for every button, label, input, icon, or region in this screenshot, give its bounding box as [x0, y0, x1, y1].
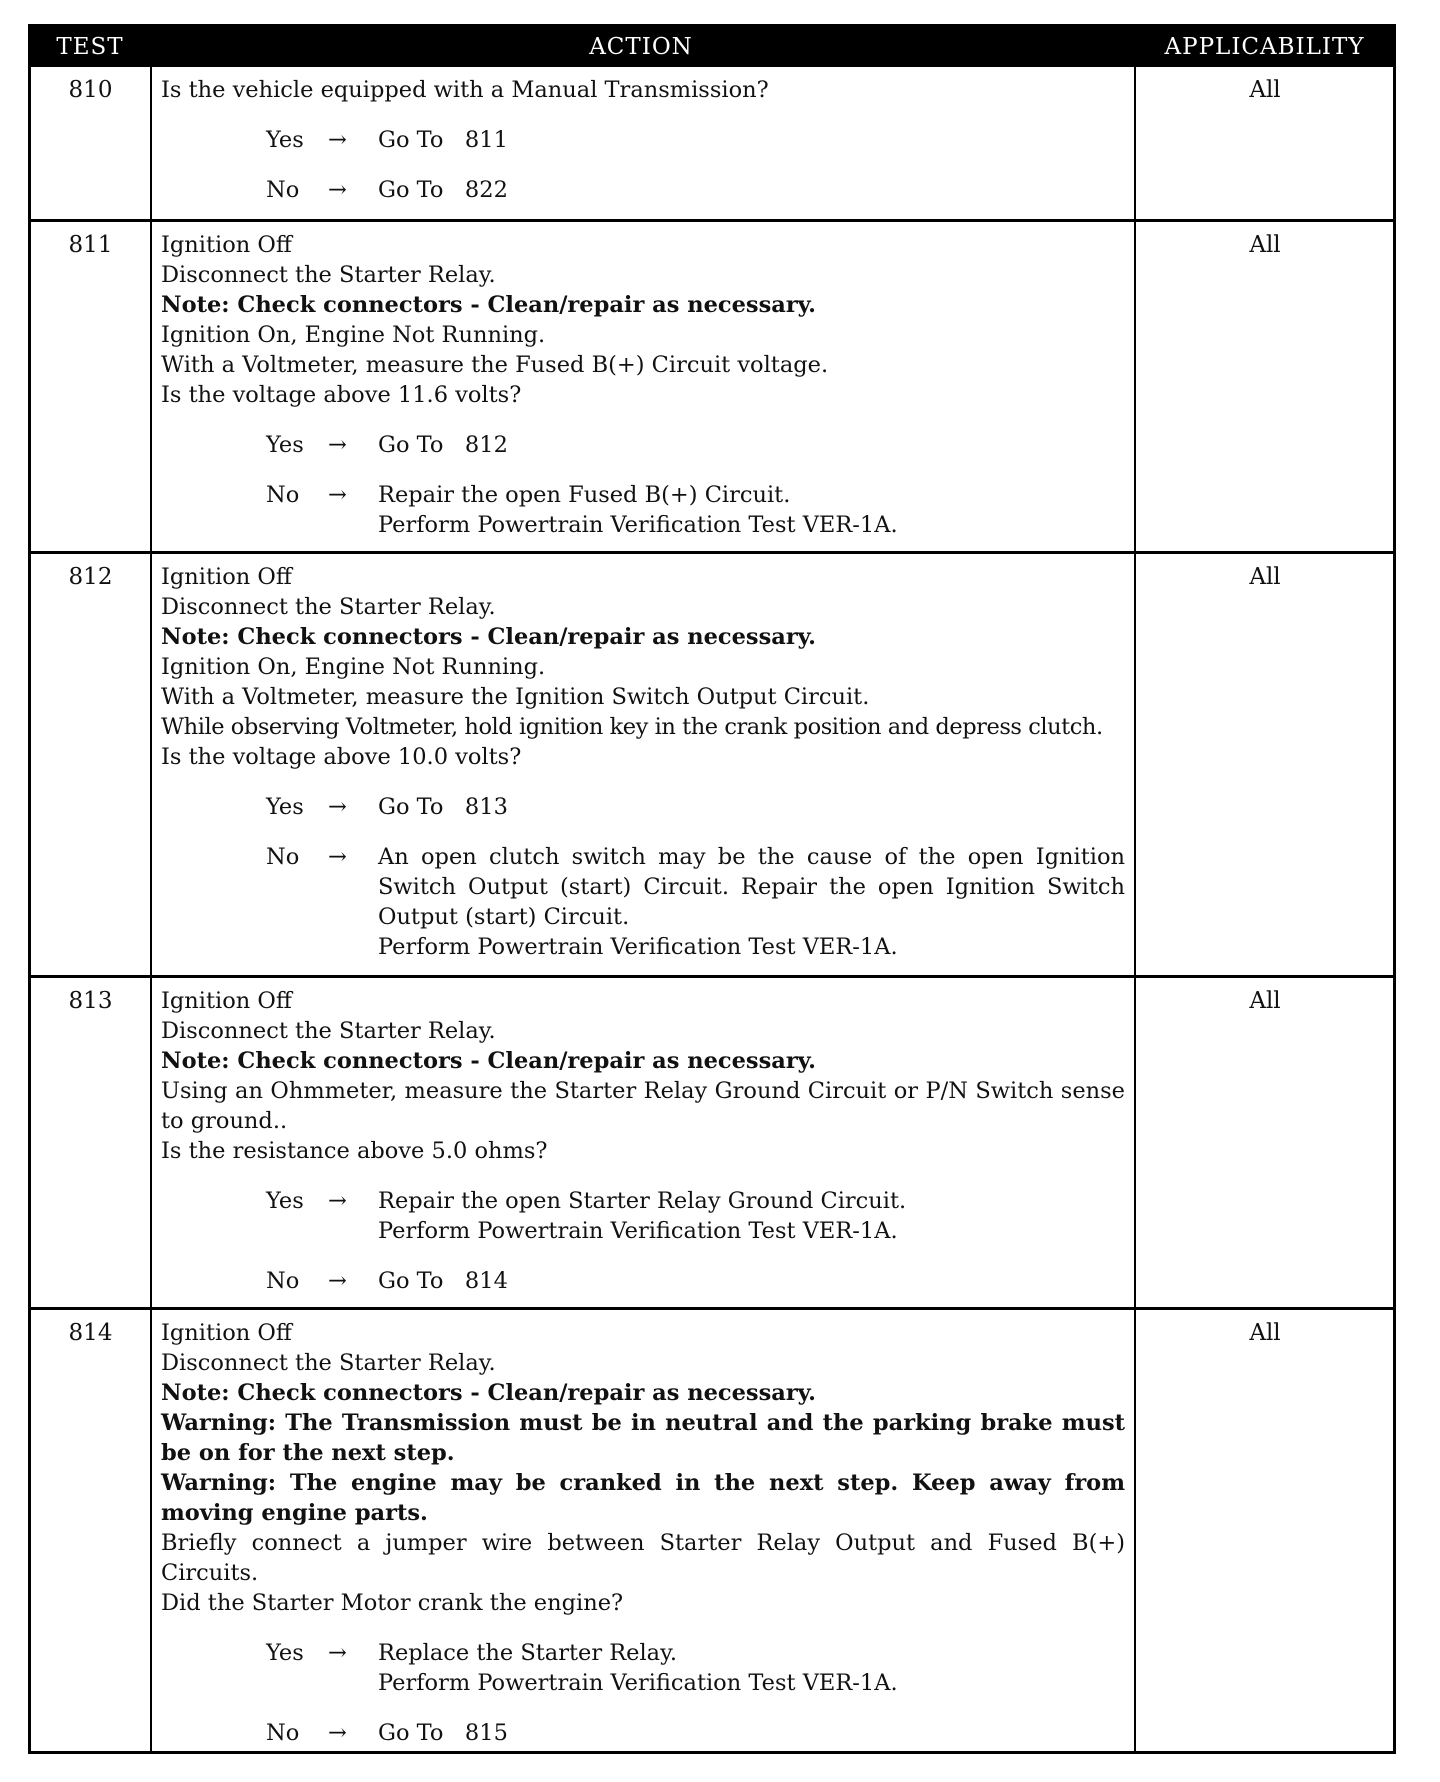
applicability: All — [1249, 988, 1281, 1014]
applicability: All — [1249, 232, 1281, 258]
action-line: Disconnect the Starter Relay. — [161, 262, 496, 288]
action-line: Disconnect the Starter Relay. — [161, 1350, 496, 1376]
applicability: All — [1249, 1320, 1281, 1346]
note-line: Note: Check connectors - Clean/repair as necessary. — [161, 292, 816, 318]
action-line: Ignition Off — [161, 988, 292, 1014]
note-line: Note: Check connectors - Clean/repair as necessary. — [161, 1048, 816, 1074]
yes-result — [378, 1638, 1125, 1698]
table-header — [31, 27, 1393, 67]
yes-result-line: Repair the open Starter Relay Ground Circuit. — [378, 1188, 907, 1214]
action-line: Is the voltage above 10.0 volts? — [161, 744, 522, 770]
action-cell — [161, 230, 1125, 540]
yes-result-line: Replace the Starter Relay. — [378, 1640, 677, 1666]
applicability: All — [1249, 77, 1281, 103]
test-number: 810 — [68, 77, 113, 103]
action-line: Is the voltage above 11.6 volts? — [161, 382, 522, 408]
yes-label: Yes — [266, 127, 304, 153]
action-line: Ignition On, Engine Not Running. — [161, 322, 546, 348]
action-cell — [161, 562, 1125, 962]
action-line: Disconnect the Starter Relay. — [161, 594, 496, 620]
yes-label: Yes — [266, 432, 304, 458]
arrow-icon: → — [328, 844, 347, 870]
arrow-icon: → — [328, 432, 347, 458]
table-row — [31, 219, 1393, 551]
action-cell — [161, 75, 1125, 205]
no-result — [378, 842, 1125, 962]
no-result-line: An open clutch switch may be the cause of the open Ignition Switch Output (start) Circuit. Repair the open Ignition Switch Output (start) Circuit. — [378, 844, 1125, 930]
action-line: Using an Ohmmeter, measure the Starter Relay Ground Circuit or P/N Switch sense to ground.. — [161, 1078, 1125, 1134]
no-result: Go To 814 — [378, 1268, 508, 1294]
no-result-line: Perform Powertrain Verification Test VER-1A. — [378, 512, 898, 538]
yes-result: Go To 813 — [378, 794, 508, 820]
warning-line: Warning: The Transmission must be in neutral and the parking brake must be on for the next step. — [161, 1410, 1125, 1466]
action-line: Ignition Off — [161, 1320, 292, 1346]
action-line: Is the resistance above 5.0 ohms? — [161, 1138, 548, 1164]
no-result-line: Perform Powertrain Verification Test VER-1A. — [378, 934, 898, 960]
arrow-icon: → — [328, 1640, 347, 1666]
header-applicability: APPLICABILITY — [1164, 34, 1365, 60]
test-number: 811 — [68, 232, 113, 258]
yes-label: Yes — [266, 1640, 304, 1666]
applicability: All — [1249, 564, 1281, 590]
action-line: Disconnect the Starter Relay. — [161, 1018, 496, 1044]
action-cell — [161, 986, 1125, 1296]
no-branch — [161, 175, 1125, 205]
action-line: Ignition Off — [161, 564, 292, 590]
no-branch — [161, 1266, 1125, 1296]
yes-result — [378, 1186, 1125, 1246]
no-label: No — [266, 177, 300, 203]
no-branch — [161, 480, 1125, 540]
test-number: 814 — [68, 1320, 113, 1346]
diagnostic-table — [28, 24, 1396, 1754]
warning-line: Warning: The engine may be cranked in the next step. Keep away from moving engine parts. — [161, 1470, 1125, 1526]
no-label: No — [266, 844, 300, 870]
action-line: With a Voltmeter, measure the Ignition Switch Output Circuit. — [161, 684, 870, 710]
note-line: Note: Check connectors - Clean/repair as necessary. — [161, 624, 816, 650]
arrow-icon: → — [328, 1268, 347, 1294]
arrow-icon: → — [328, 127, 347, 153]
test-number: 812 — [68, 564, 113, 590]
yes-branch — [161, 792, 1125, 822]
yes-result-line: Perform Powertrain Verification Test VER-1A. — [378, 1670, 898, 1696]
action-line: Is the vehicle equipped with a Manual Transmission? — [161, 77, 769, 103]
no-result — [378, 480, 1125, 540]
yes-branch — [161, 1638, 1125, 1698]
table-row — [31, 551, 1393, 975]
note-line: Note: Check connectors - Clean/repair as necessary. — [161, 1380, 816, 1406]
no-result: Go To 822 — [378, 177, 508, 203]
arrow-icon: → — [328, 1720, 347, 1746]
no-label: No — [266, 482, 300, 508]
no-label: No — [266, 1268, 300, 1294]
test-number: 813 — [68, 988, 113, 1014]
yes-label: Yes — [266, 1188, 304, 1214]
action-line: While observing Voltmeter, hold ignition key in the crank position and depress clutch. — [161, 714, 1103, 740]
action-cell — [161, 1318, 1125, 1748]
yes-result: Go To 812 — [378, 432, 508, 458]
table-row — [31, 975, 1393, 1307]
header-action: ACTION — [589, 34, 693, 60]
arrow-icon: → — [328, 482, 347, 508]
action-line: Ignition Off — [161, 232, 292, 258]
arrow-icon: → — [328, 177, 347, 203]
header-test: TEST — [56, 34, 124, 60]
yes-label: Yes — [266, 794, 304, 820]
yes-result-line: Perform Powertrain Verification Test VER-1A. — [378, 1218, 898, 1244]
no-branch — [161, 842, 1125, 962]
yes-branch — [161, 125, 1125, 155]
no-label: No — [266, 1720, 300, 1746]
action-line: Did the Starter Motor crank the engine? — [161, 1590, 624, 1616]
no-result-line: Repair the open Fused B(+) Circuit. — [378, 482, 791, 508]
action-line: Briefly connect a jumper wire between Starter Relay Output and Fused B(+) Circuits. — [161, 1530, 1125, 1586]
yes-result: Go To 811 — [378, 127, 508, 153]
no-result: Go To 815 — [378, 1720, 508, 1746]
arrow-icon: → — [328, 1188, 347, 1214]
action-line: Ignition On, Engine Not Running. — [161, 654, 546, 680]
action-line: With a Voltmeter, measure the Fused B(+) Circuit voltage. — [161, 352, 829, 378]
yes-branch — [161, 430, 1125, 460]
table-row — [31, 1307, 1393, 1751]
table-row — [31, 67, 1393, 219]
yes-branch — [161, 1186, 1125, 1246]
arrow-icon: → — [328, 794, 347, 820]
no-branch — [161, 1718, 1125, 1748]
